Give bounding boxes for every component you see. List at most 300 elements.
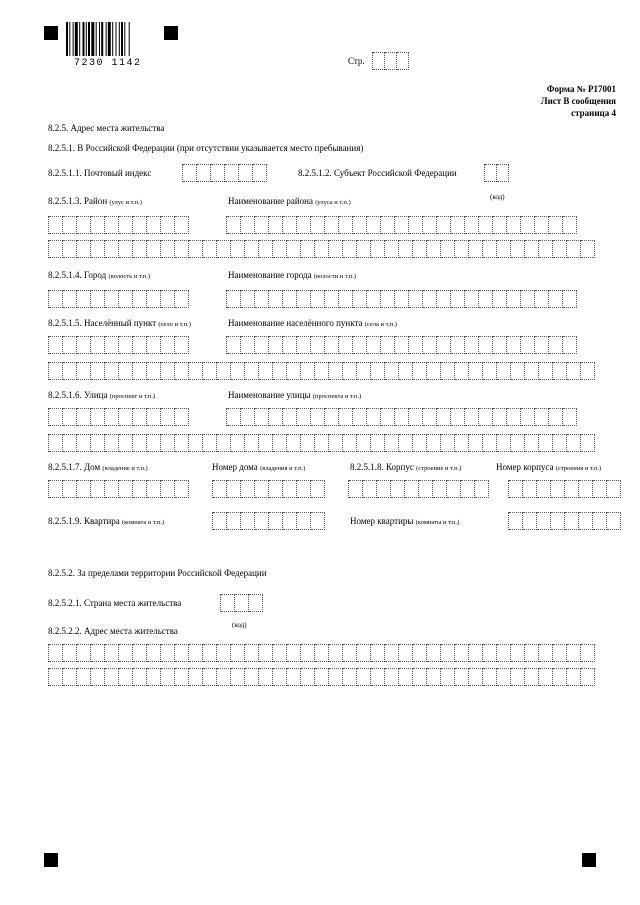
input-cell[interactable] bbox=[105, 216, 119, 234]
input-cell[interactable] bbox=[511, 240, 525, 258]
input-cell[interactable] bbox=[175, 290, 189, 308]
input-cell[interactable] bbox=[353, 216, 367, 234]
input-cell[interactable] bbox=[385, 52, 397, 70]
input-cell[interactable] bbox=[397, 52, 409, 70]
input-cell[interactable] bbox=[161, 240, 175, 258]
input-cell[interactable] bbox=[287, 434, 301, 452]
input-cell[interactable] bbox=[63, 668, 77, 686]
input-cell[interactable] bbox=[91, 362, 105, 380]
input-cell[interactable] bbox=[175, 216, 189, 234]
input-cell[interactable] bbox=[203, 668, 217, 686]
input-cell[interactable] bbox=[231, 240, 245, 258]
input-cell[interactable] bbox=[63, 362, 77, 380]
input-cell[interactable] bbox=[269, 290, 283, 308]
input-cell[interactable] bbox=[409, 336, 423, 354]
input-cell[interactable] bbox=[455, 644, 469, 662]
settlement-name-cells-1[interactable] bbox=[226, 336, 577, 354]
input-cell[interactable] bbox=[329, 668, 343, 686]
input-cell[interactable] bbox=[579, 512, 593, 530]
input-cell[interactable] bbox=[119, 290, 133, 308]
input-cell[interactable] bbox=[147, 216, 161, 234]
input-cell[interactable] bbox=[507, 216, 521, 234]
input-cell[interactable] bbox=[91, 408, 105, 426]
input-cell[interactable] bbox=[189, 434, 203, 452]
input-cell[interactable] bbox=[241, 216, 255, 234]
input-cell[interactable] bbox=[413, 240, 427, 258]
settlement-name-cells-2[interactable] bbox=[48, 362, 595, 380]
input-cell[interactable] bbox=[549, 336, 563, 354]
input-cell[interactable] bbox=[399, 434, 413, 452]
input-cell[interactable] bbox=[507, 336, 521, 354]
input-cell[interactable] bbox=[77, 240, 91, 258]
input-cell[interactable] bbox=[203, 240, 217, 258]
input-cell[interactable] bbox=[245, 668, 259, 686]
input-cell[interactable] bbox=[119, 362, 133, 380]
input-cell[interactable] bbox=[423, 336, 437, 354]
input-cell[interactable] bbox=[479, 290, 493, 308]
input-cell[interactable] bbox=[77, 408, 91, 426]
input-cell[interactable] bbox=[315, 668, 329, 686]
input-cell[interactable] bbox=[77, 336, 91, 354]
input-cell[interactable] bbox=[581, 362, 595, 380]
input-cell[interactable] bbox=[161, 216, 175, 234]
input-cell[interactable] bbox=[565, 512, 579, 530]
input-cell[interactable] bbox=[395, 336, 409, 354]
input-cell[interactable] bbox=[231, 434, 245, 452]
input-cell[interactable] bbox=[353, 336, 367, 354]
input-cell[interactable] bbox=[497, 164, 509, 182]
input-cell[interactable] bbox=[273, 668, 287, 686]
input-cell[interactable] bbox=[535, 408, 549, 426]
input-cell[interactable] bbox=[91, 240, 105, 258]
input-cell[interactable] bbox=[405, 480, 419, 498]
input-cell[interactable] bbox=[147, 408, 161, 426]
input-cell[interactable] bbox=[329, 644, 343, 662]
input-cell[interactable] bbox=[227, 480, 241, 498]
input-cell[interactable] bbox=[357, 668, 371, 686]
input-cell[interactable] bbox=[315, 240, 329, 258]
input-cell[interactable] bbox=[273, 240, 287, 258]
input-cell[interactable] bbox=[273, 644, 287, 662]
input-cell[interactable] bbox=[461, 480, 475, 498]
input-cell[interactable] bbox=[381, 290, 395, 308]
input-cell[interactable] bbox=[77, 480, 91, 498]
input-cell[interactable] bbox=[395, 408, 409, 426]
input-cell[interactable] bbox=[217, 668, 231, 686]
input-cell[interactable] bbox=[465, 408, 479, 426]
building-type-cells[interactable] bbox=[348, 480, 489, 498]
input-cell[interactable] bbox=[523, 512, 537, 530]
input-cell[interactable] bbox=[381, 408, 395, 426]
input-cell[interactable] bbox=[259, 668, 273, 686]
input-cell[interactable] bbox=[189, 668, 203, 686]
input-cell[interactable] bbox=[301, 644, 315, 662]
input-cell[interactable] bbox=[413, 434, 427, 452]
input-cell[interactable] bbox=[301, 362, 315, 380]
input-cell[interactable] bbox=[119, 408, 133, 426]
subject-code-cells[interactable] bbox=[484, 164, 509, 182]
input-cell[interactable] bbox=[77, 216, 91, 234]
input-cell[interactable] bbox=[217, 362, 231, 380]
input-cell[interactable] bbox=[63, 408, 77, 426]
input-cell[interactable] bbox=[521, 336, 535, 354]
input-cell[interactable] bbox=[105, 362, 119, 380]
input-cell[interactable] bbox=[255, 336, 269, 354]
input-cell[interactable] bbox=[253, 164, 267, 182]
input-cell[interactable] bbox=[63, 290, 77, 308]
input-cell[interactable] bbox=[539, 362, 553, 380]
input-cell[interactable] bbox=[493, 290, 507, 308]
input-cell[interactable] bbox=[525, 362, 539, 380]
input-cell[interactable] bbox=[553, 668, 567, 686]
input-cell[interactable] bbox=[119, 240, 133, 258]
input-cell[interactable] bbox=[367, 408, 381, 426]
input-cell[interactable] bbox=[521, 408, 535, 426]
input-cell[interactable] bbox=[343, 362, 357, 380]
input-cell[interactable] bbox=[227, 290, 241, 308]
input-cell[interactable] bbox=[227, 216, 241, 234]
input-cell[interactable] bbox=[563, 408, 577, 426]
input-cell[interactable] bbox=[409, 290, 423, 308]
input-cell[interactable] bbox=[311, 290, 325, 308]
postal-index-cells[interactable] bbox=[182, 164, 267, 182]
input-cell[interactable] bbox=[377, 480, 391, 498]
input-cell[interactable] bbox=[607, 480, 621, 498]
input-cell[interactable] bbox=[119, 336, 133, 354]
input-cell[interactable] bbox=[269, 408, 283, 426]
input-cell[interactable] bbox=[493, 216, 507, 234]
input-cell[interactable] bbox=[469, 434, 483, 452]
input-cell[interactable] bbox=[509, 480, 523, 498]
settlement-code-cells[interactable] bbox=[48, 336, 189, 354]
input-cell[interactable] bbox=[255, 290, 269, 308]
input-cell[interactable] bbox=[373, 52, 385, 70]
input-cell[interactable] bbox=[63, 480, 77, 498]
input-cell[interactable] bbox=[483, 434, 497, 452]
input-cell[interactable] bbox=[511, 668, 525, 686]
input-cell[interactable] bbox=[349, 480, 363, 498]
input-cell[interactable] bbox=[469, 362, 483, 380]
input-cell[interactable] bbox=[311, 216, 325, 234]
input-cell[interactable] bbox=[525, 668, 539, 686]
input-cell[interactable] bbox=[49, 668, 63, 686]
input-cell[interactable] bbox=[329, 362, 343, 380]
input-cell[interactable] bbox=[147, 362, 161, 380]
input-cell[interactable] bbox=[175, 362, 189, 380]
input-cell[interactable] bbox=[485, 164, 497, 182]
input-cell[interactable] bbox=[339, 336, 353, 354]
input-cell[interactable] bbox=[63, 216, 77, 234]
input-cell[interactable] bbox=[441, 240, 455, 258]
input-cell[interactable] bbox=[283, 480, 297, 498]
input-cell[interactable] bbox=[567, 240, 581, 258]
input-cell[interactable] bbox=[183, 164, 197, 182]
input-cell[interactable] bbox=[105, 408, 119, 426]
input-cell[interactable] bbox=[269, 480, 283, 498]
input-cell[interactable] bbox=[133, 290, 147, 308]
input-cell[interactable] bbox=[161, 362, 175, 380]
input-cell[interactable] bbox=[49, 240, 63, 258]
input-cell[interactable] bbox=[549, 290, 563, 308]
flat-no-cells[interactable] bbox=[508, 512, 621, 530]
input-cell[interactable] bbox=[315, 434, 329, 452]
input-cell[interactable] bbox=[395, 216, 409, 234]
input-cell[interactable] bbox=[539, 668, 553, 686]
input-cell[interactable] bbox=[475, 480, 489, 498]
input-cell[interactable] bbox=[301, 240, 315, 258]
input-cell[interactable] bbox=[339, 216, 353, 234]
input-cell[interactable] bbox=[133, 668, 147, 686]
input-cell[interactable] bbox=[343, 644, 357, 662]
input-cell[interactable] bbox=[385, 240, 399, 258]
input-cell[interactable] bbox=[301, 668, 315, 686]
district-name-cells-1[interactable] bbox=[226, 216, 577, 234]
input-cell[interactable] bbox=[553, 362, 567, 380]
input-cell[interactable] bbox=[367, 336, 381, 354]
input-cell[interactable] bbox=[203, 434, 217, 452]
input-cell[interactable] bbox=[479, 216, 493, 234]
input-cell[interactable] bbox=[525, 240, 539, 258]
input-cell[interactable] bbox=[105, 240, 119, 258]
input-cell[interactable] bbox=[197, 164, 211, 182]
input-cell[interactable] bbox=[161, 434, 175, 452]
input-cell[interactable] bbox=[325, 290, 339, 308]
input-cell[interactable] bbox=[451, 336, 465, 354]
input-cell[interactable] bbox=[581, 644, 595, 662]
input-cell[interactable] bbox=[437, 290, 451, 308]
input-cell[interactable] bbox=[161, 408, 175, 426]
input-cell[interactable] bbox=[241, 480, 255, 498]
input-cell[interactable] bbox=[119, 480, 133, 498]
input-cell[interactable] bbox=[535, 290, 549, 308]
input-cell[interactable] bbox=[259, 644, 273, 662]
street-name-cells-1[interactable] bbox=[226, 408, 577, 426]
input-cell[interactable] bbox=[269, 336, 283, 354]
input-cell[interactable] bbox=[49, 408, 63, 426]
input-cell[interactable] bbox=[511, 362, 525, 380]
input-cell[interactable] bbox=[133, 434, 147, 452]
input-cell[interactable] bbox=[479, 408, 493, 426]
input-cell[interactable] bbox=[245, 434, 259, 452]
input-cell[interactable] bbox=[451, 290, 465, 308]
input-cell[interactable] bbox=[427, 240, 441, 258]
input-cell[interactable] bbox=[255, 216, 269, 234]
input-cell[interactable] bbox=[567, 644, 581, 662]
district-code-cells[interactable] bbox=[48, 216, 189, 234]
input-cell[interactable] bbox=[133, 240, 147, 258]
input-cell[interactable] bbox=[255, 408, 269, 426]
input-cell[interactable] bbox=[175, 644, 189, 662]
input-cell[interactable] bbox=[353, 290, 367, 308]
input-cell[interactable] bbox=[357, 644, 371, 662]
input-cell[interactable] bbox=[497, 434, 511, 452]
input-cell[interactable] bbox=[147, 480, 161, 498]
input-cell[interactable] bbox=[549, 408, 563, 426]
input-cell[interactable] bbox=[539, 434, 553, 452]
input-cell[interactable] bbox=[91, 290, 105, 308]
input-cell[interactable] bbox=[227, 512, 241, 530]
input-cell[interactable] bbox=[227, 336, 241, 354]
input-cell[interactable] bbox=[371, 644, 385, 662]
input-cell[interactable] bbox=[399, 362, 413, 380]
input-cell[interactable] bbox=[539, 240, 553, 258]
input-cell[interactable] bbox=[451, 408, 465, 426]
input-cell[interactable] bbox=[497, 644, 511, 662]
input-cell[interactable] bbox=[77, 290, 91, 308]
input-cell[interactable] bbox=[563, 290, 577, 308]
input-cell[interactable] bbox=[581, 240, 595, 258]
input-cell[interactable] bbox=[259, 240, 273, 258]
input-cell[interactable] bbox=[357, 434, 371, 452]
input-cell[interactable] bbox=[465, 216, 479, 234]
input-cell[interactable] bbox=[189, 240, 203, 258]
input-cell[interactable] bbox=[203, 644, 217, 662]
input-cell[interactable] bbox=[567, 668, 581, 686]
input-cell[interactable] bbox=[391, 480, 405, 498]
input-cell[interactable] bbox=[231, 644, 245, 662]
input-cell[interactable] bbox=[563, 336, 577, 354]
input-cell[interactable] bbox=[549, 216, 563, 234]
input-cell[interactable] bbox=[239, 164, 253, 182]
input-cell[interactable] bbox=[469, 668, 483, 686]
input-cell[interactable] bbox=[579, 480, 593, 498]
house-no-cells[interactable] bbox=[212, 480, 325, 498]
input-cell[interactable] bbox=[91, 336, 105, 354]
input-cell[interactable] bbox=[553, 434, 567, 452]
input-cell[interactable] bbox=[133, 362, 147, 380]
input-cell[interactable] bbox=[91, 644, 105, 662]
input-cell[interactable] bbox=[241, 512, 255, 530]
input-cell[interactable] bbox=[437, 216, 451, 234]
input-cell[interactable] bbox=[133, 336, 147, 354]
input-cell[interactable] bbox=[175, 480, 189, 498]
input-cell[interactable] bbox=[259, 362, 273, 380]
input-cell[interactable] bbox=[455, 434, 469, 452]
input-cell[interactable] bbox=[479, 336, 493, 354]
input-cell[interactable] bbox=[133, 408, 147, 426]
input-cell[interactable] bbox=[175, 434, 189, 452]
input-cell[interactable] bbox=[161, 644, 175, 662]
input-cell[interactable] bbox=[227, 408, 241, 426]
input-cell[interactable] bbox=[105, 336, 119, 354]
input-cell[interactable] bbox=[133, 644, 147, 662]
input-cell[interactable] bbox=[287, 644, 301, 662]
input-cell[interactable] bbox=[297, 480, 311, 498]
district-name-cells-2[interactable] bbox=[48, 240, 595, 258]
input-cell[interactable] bbox=[343, 434, 357, 452]
input-cell[interactable] bbox=[385, 434, 399, 452]
input-cell[interactable] bbox=[509, 512, 523, 530]
input-cell[interactable] bbox=[189, 644, 203, 662]
input-cell[interactable] bbox=[537, 512, 551, 530]
input-cell[interactable] bbox=[427, 362, 441, 380]
country-code-cells[interactable] bbox=[220, 594, 263, 612]
input-cell[interactable] bbox=[329, 434, 343, 452]
input-cell[interactable] bbox=[283, 216, 297, 234]
input-cell[interactable] bbox=[175, 408, 189, 426]
input-cell[interactable] bbox=[329, 240, 343, 258]
input-cell[interactable] bbox=[175, 668, 189, 686]
input-cell[interactable] bbox=[287, 240, 301, 258]
input-cell[interactable] bbox=[469, 644, 483, 662]
input-cell[interactable] bbox=[427, 434, 441, 452]
input-cell[interactable] bbox=[441, 668, 455, 686]
input-cell[interactable] bbox=[311, 480, 325, 498]
input-cell[interactable] bbox=[497, 362, 511, 380]
input-cell[interactable] bbox=[119, 216, 133, 234]
input-cell[interactable] bbox=[91, 668, 105, 686]
input-cell[interactable] bbox=[119, 434, 133, 452]
input-cell[interactable] bbox=[283, 336, 297, 354]
street-code-cells[interactable] bbox=[48, 408, 189, 426]
input-cell[interactable] bbox=[427, 644, 441, 662]
input-cell[interactable] bbox=[581, 668, 595, 686]
input-cell[interactable] bbox=[521, 290, 535, 308]
input-cell[interactable] bbox=[567, 362, 581, 380]
input-cell[interactable] bbox=[497, 668, 511, 686]
input-cell[interactable] bbox=[423, 290, 437, 308]
input-cell[interactable] bbox=[511, 644, 525, 662]
input-cell[interactable] bbox=[565, 480, 579, 498]
input-cell[interactable] bbox=[161, 336, 175, 354]
input-cell[interactable] bbox=[283, 408, 297, 426]
input-cell[interactable] bbox=[483, 362, 497, 380]
input-cell[interactable] bbox=[91, 216, 105, 234]
input-cell[interactable] bbox=[357, 240, 371, 258]
input-cell[interactable] bbox=[525, 644, 539, 662]
input-cell[interactable] bbox=[563, 216, 577, 234]
street-name-cells-2[interactable] bbox=[48, 434, 595, 452]
input-cell[interactable] bbox=[255, 512, 269, 530]
input-cell[interactable] bbox=[213, 512, 227, 530]
input-cell[interactable] bbox=[297, 290, 311, 308]
input-cell[interactable] bbox=[423, 408, 437, 426]
input-cell[interactable] bbox=[63, 336, 77, 354]
input-cell[interactable] bbox=[339, 408, 353, 426]
input-cell[interactable] bbox=[311, 512, 325, 530]
input-cell[interactable] bbox=[371, 362, 385, 380]
input-cell[interactable] bbox=[399, 644, 413, 662]
input-cell[interactable] bbox=[385, 644, 399, 662]
input-cell[interactable] bbox=[413, 362, 427, 380]
input-cell[interactable] bbox=[147, 668, 161, 686]
input-cell[interactable] bbox=[297, 408, 311, 426]
input-cell[interactable] bbox=[441, 362, 455, 380]
input-cell[interactable] bbox=[161, 668, 175, 686]
input-cell[interactable] bbox=[367, 216, 381, 234]
input-cell[interactable] bbox=[413, 668, 427, 686]
input-cell[interactable] bbox=[385, 362, 399, 380]
input-cell[interactable] bbox=[273, 434, 287, 452]
input-cell[interactable] bbox=[217, 434, 231, 452]
input-cell[interactable] bbox=[493, 336, 507, 354]
input-cell[interactable] bbox=[507, 290, 521, 308]
input-cell[interactable] bbox=[245, 362, 259, 380]
input-cell[interactable] bbox=[283, 290, 297, 308]
input-cell[interactable] bbox=[147, 434, 161, 452]
input-cell[interactable] bbox=[63, 434, 77, 452]
input-cell[interactable] bbox=[483, 668, 497, 686]
input-cell[interactable] bbox=[217, 240, 231, 258]
input-cell[interactable] bbox=[225, 164, 239, 182]
input-cell[interactable] bbox=[91, 434, 105, 452]
input-cell[interactable] bbox=[465, 290, 479, 308]
input-cell[interactable] bbox=[409, 216, 423, 234]
input-cell[interactable] bbox=[525, 434, 539, 452]
input-cell[interactable] bbox=[249, 594, 263, 612]
input-cell[interactable] bbox=[433, 480, 447, 498]
house-type-cells[interactable] bbox=[48, 480, 189, 498]
